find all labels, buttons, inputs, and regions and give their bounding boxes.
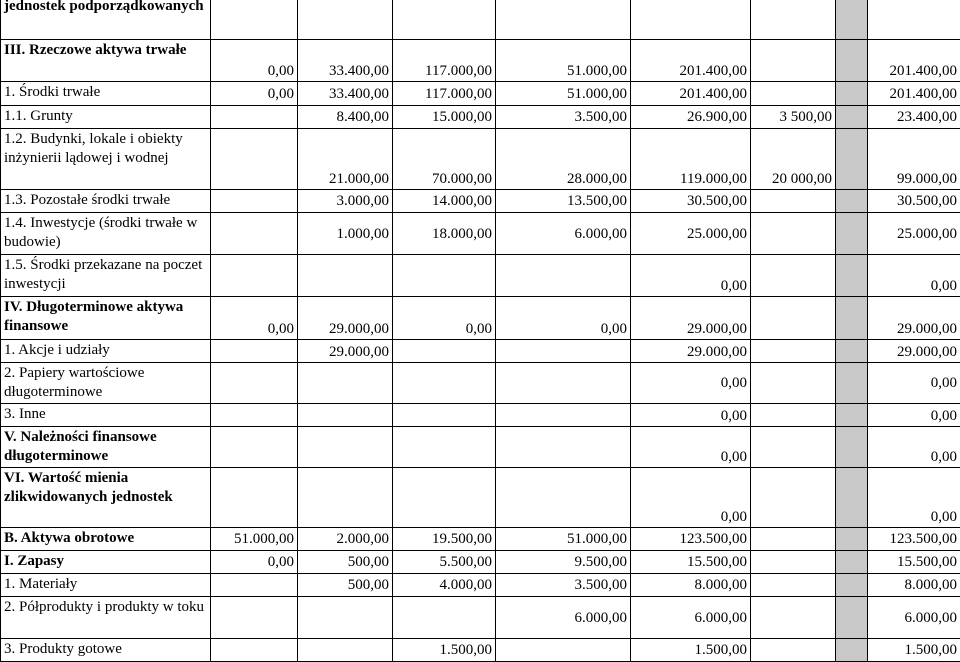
value-cell (836, 404, 868, 427)
value-cell: 1.000,00 (298, 213, 393, 255)
value-cell: 3 500,00 (751, 106, 836, 129)
table-row (1, 82, 960, 106)
value-cell (836, 0, 868, 40)
value-cell: 0,00 (868, 363, 960, 404)
value-cell (496, 255, 631, 297)
value-cell (298, 468, 393, 528)
table-row (1, 40, 960, 82)
value-cell: 1.500,00 (393, 639, 496, 662)
value-cell: 19.500,00 (393, 528, 496, 551)
value-cell (836, 82, 868, 106)
value-cell (751, 82, 836, 106)
value-cell (836, 639, 868, 662)
value-cell (751, 404, 836, 427)
row-label: 3. Produkty gotowe (1, 639, 211, 662)
value-cell: 1.500,00 (631, 639, 751, 662)
value-cell (298, 427, 393, 468)
row-label: VI. Wartość mienia zlikwidowanych jednostek (1, 468, 211, 528)
value-cell: 6.000,00 (496, 597, 631, 639)
value-cell (751, 297, 836, 340)
table-row (1, 0, 960, 40)
row-label: 1.5. Środki przekazane na poczet inwestycji (1, 255, 211, 297)
value-cell: 30.500,00 (631, 190, 751, 213)
value-cell (211, 639, 298, 662)
row-label: IV. Długoterminowe aktywa finansowe (1, 297, 211, 340)
value-cell (836, 106, 868, 129)
value-cell: 29.000,00 (868, 340, 960, 363)
row-label: jednostek podporządkowanych (1, 0, 211, 40)
row-label: 1.4. Inwestycje (środki trwałe w budowie) (1, 213, 211, 255)
value-cell (751, 468, 836, 528)
value-cell (211, 0, 298, 40)
value-cell (211, 106, 298, 129)
table-row (1, 255, 960, 297)
value-cell: 25.000,00 (631, 213, 751, 255)
value-cell (751, 597, 836, 639)
value-cell (751, 574, 836, 597)
table-row (1, 528, 960, 551)
table-row (1, 597, 960, 639)
value-cell: 99.000,00 (868, 129, 960, 190)
value-cell (751, 528, 836, 551)
value-cell: 117.000,00 (393, 82, 496, 106)
value-cell: 1.500,00 (868, 639, 960, 662)
row-label: 1. Środki trwałe (1, 82, 211, 106)
value-cell (298, 363, 393, 404)
value-cell (751, 190, 836, 213)
value-cell (836, 574, 868, 597)
value-cell: 70.000,00 (393, 129, 496, 190)
row-label: I. Zapasy (1, 551, 211, 574)
value-cell: 201.400,00 (631, 40, 751, 82)
value-cell: 2.000,00 (298, 528, 393, 551)
value-cell: 26.900,00 (631, 106, 751, 129)
value-cell: 201.400,00 (868, 82, 960, 106)
table-row (1, 427, 960, 468)
value-cell (751, 363, 836, 404)
value-cell: 0,00 (868, 468, 960, 528)
value-cell (751, 340, 836, 363)
value-cell: 4.000,00 (393, 574, 496, 597)
value-cell: 15.500,00 (631, 551, 751, 574)
row-label: 1.3. Pozostałe środki trwałe (1, 190, 211, 213)
value-cell: 0,00 (211, 82, 298, 106)
table-row (1, 574, 960, 597)
row-label: 1. Materiały (1, 574, 211, 597)
value-cell: 29.000,00 (631, 340, 751, 363)
value-cell (836, 468, 868, 528)
value-cell (836, 129, 868, 190)
value-cell (496, 404, 631, 427)
value-cell (211, 468, 298, 528)
value-cell: 3.500,00 (496, 574, 631, 597)
value-cell: 0,00 (631, 404, 751, 427)
value-cell: 13.500,00 (496, 190, 631, 213)
value-cell: 23.400,00 (868, 106, 960, 129)
table-row (1, 551, 960, 574)
value-cell (496, 0, 631, 40)
value-cell (211, 427, 298, 468)
value-cell (836, 340, 868, 363)
value-cell (496, 468, 631, 528)
table-row (1, 129, 960, 190)
value-cell: 20 000,00 (751, 129, 836, 190)
value-cell (496, 340, 631, 363)
value-cell: 29.000,00 (298, 340, 393, 363)
value-cell (298, 639, 393, 662)
row-label: V. Należności finansowe długoterminowe (1, 427, 211, 468)
value-cell (211, 129, 298, 190)
value-cell: 0,00 (868, 255, 960, 297)
value-cell: 25.000,00 (868, 213, 960, 255)
value-cell (751, 40, 836, 82)
value-cell: 30.500,00 (868, 190, 960, 213)
value-cell (211, 574, 298, 597)
value-cell (836, 297, 868, 340)
table-row (1, 297, 960, 340)
value-cell (211, 363, 298, 404)
value-cell: 51.000,00 (496, 528, 631, 551)
value-cell: 6.000,00 (868, 597, 960, 639)
value-cell (211, 597, 298, 639)
value-cell: 18.000,00 (393, 213, 496, 255)
value-cell (211, 190, 298, 213)
value-cell: 0,00 (868, 427, 960, 468)
value-cell: 119.000,00 (631, 129, 751, 190)
value-cell: 29.000,00 (631, 297, 751, 340)
value-cell: 123.500,00 (631, 528, 751, 551)
value-cell: 500,00 (298, 574, 393, 597)
value-cell (298, 255, 393, 297)
value-cell: 28.000,00 (496, 129, 631, 190)
value-cell (631, 0, 751, 40)
value-cell: 117.000,00 (393, 40, 496, 82)
value-cell (211, 255, 298, 297)
value-cell (836, 255, 868, 297)
value-cell (393, 255, 496, 297)
value-cell: 33.400,00 (298, 40, 393, 82)
value-cell (836, 427, 868, 468)
value-cell (751, 551, 836, 574)
value-cell: 8.400,00 (298, 106, 393, 129)
value-cell: 6.000,00 (631, 597, 751, 639)
value-cell: 500,00 (298, 551, 393, 574)
value-cell (836, 551, 868, 574)
value-cell: 3.000,00 (298, 190, 393, 213)
value-cell: 0,00 (631, 363, 751, 404)
value-cell: 123.500,00 (868, 528, 960, 551)
row-label: 2. Papiery wartościowe długoterminowe (1, 363, 211, 404)
value-cell: 0,00 (631, 255, 751, 297)
row-label: 1.2. Budynki, lokale i obiekty inżynierii lądowej i wodnej (1, 129, 211, 190)
value-cell (751, 0, 836, 40)
value-cell (211, 404, 298, 427)
value-cell: 21.000,00 (298, 129, 393, 190)
row-label: 2. Półprodukty i produkty w toku (1, 597, 211, 639)
table-row (1, 468, 960, 528)
value-cell: 0,00 (211, 551, 298, 574)
value-cell (496, 363, 631, 404)
row-label: III. Rzeczowe aktywa trwałe (1, 40, 211, 82)
value-cell (751, 639, 836, 662)
value-cell: 15.500,00 (868, 551, 960, 574)
value-cell: 201.400,00 (868, 40, 960, 82)
value-cell: 29.000,00 (868, 297, 960, 340)
value-cell (211, 340, 298, 363)
value-cell (751, 427, 836, 468)
value-cell: 0,00 (211, 297, 298, 340)
value-cell: 51.000,00 (496, 40, 631, 82)
value-cell (393, 468, 496, 528)
row-label: 1. Akcje i udziały (1, 340, 211, 363)
value-cell (393, 427, 496, 468)
table-row (1, 340, 960, 363)
value-cell (496, 639, 631, 662)
row-label: 1.1. Grunty (1, 106, 211, 129)
value-cell (836, 363, 868, 404)
value-cell: 201.400,00 (631, 82, 751, 106)
value-cell (836, 528, 868, 551)
value-cell: 33.400,00 (298, 82, 393, 106)
table-row (1, 404, 960, 427)
value-cell: 29.000,00 (298, 297, 393, 340)
table-row (1, 213, 960, 255)
value-cell: 15.000,00 (393, 106, 496, 129)
value-cell: 8.000,00 (868, 574, 960, 597)
value-cell (836, 597, 868, 639)
table-row (1, 639, 960, 662)
value-cell (298, 597, 393, 639)
value-cell: 51.000,00 (211, 528, 298, 551)
value-cell (298, 404, 393, 427)
value-cell (393, 363, 496, 404)
table-row (1, 363, 960, 404)
value-cell: 0,00 (211, 40, 298, 82)
value-cell (393, 0, 496, 40)
value-cell: 0,00 (496, 297, 631, 340)
value-cell (751, 255, 836, 297)
value-cell: 0,00 (868, 404, 960, 427)
value-cell (836, 213, 868, 255)
value-cell (836, 40, 868, 82)
value-cell: 0,00 (631, 468, 751, 528)
value-cell (211, 213, 298, 255)
value-cell: 51.000,00 (496, 82, 631, 106)
value-cell: 0,00 (631, 427, 751, 468)
value-cell: 0,00 (393, 297, 496, 340)
value-cell (393, 597, 496, 639)
value-cell: 8.000,00 (631, 574, 751, 597)
value-cell (393, 340, 496, 363)
value-cell: 6.000,00 (496, 213, 631, 255)
value-cell (393, 404, 496, 427)
value-cell: 9.500,00 (496, 551, 631, 574)
value-cell: 14.000,00 (393, 190, 496, 213)
value-cell: 5.500,00 (393, 551, 496, 574)
table-row (1, 190, 960, 213)
table-row (1, 106, 960, 129)
value-cell (751, 213, 836, 255)
row-label: B. Aktywa obrotowe (1, 528, 211, 551)
row-label: 3. Inne (1, 404, 211, 427)
value-cell (298, 0, 393, 40)
value-cell (868, 0, 960, 40)
value-cell: 3.500,00 (496, 106, 631, 129)
value-cell (836, 190, 868, 213)
value-cell (496, 427, 631, 468)
